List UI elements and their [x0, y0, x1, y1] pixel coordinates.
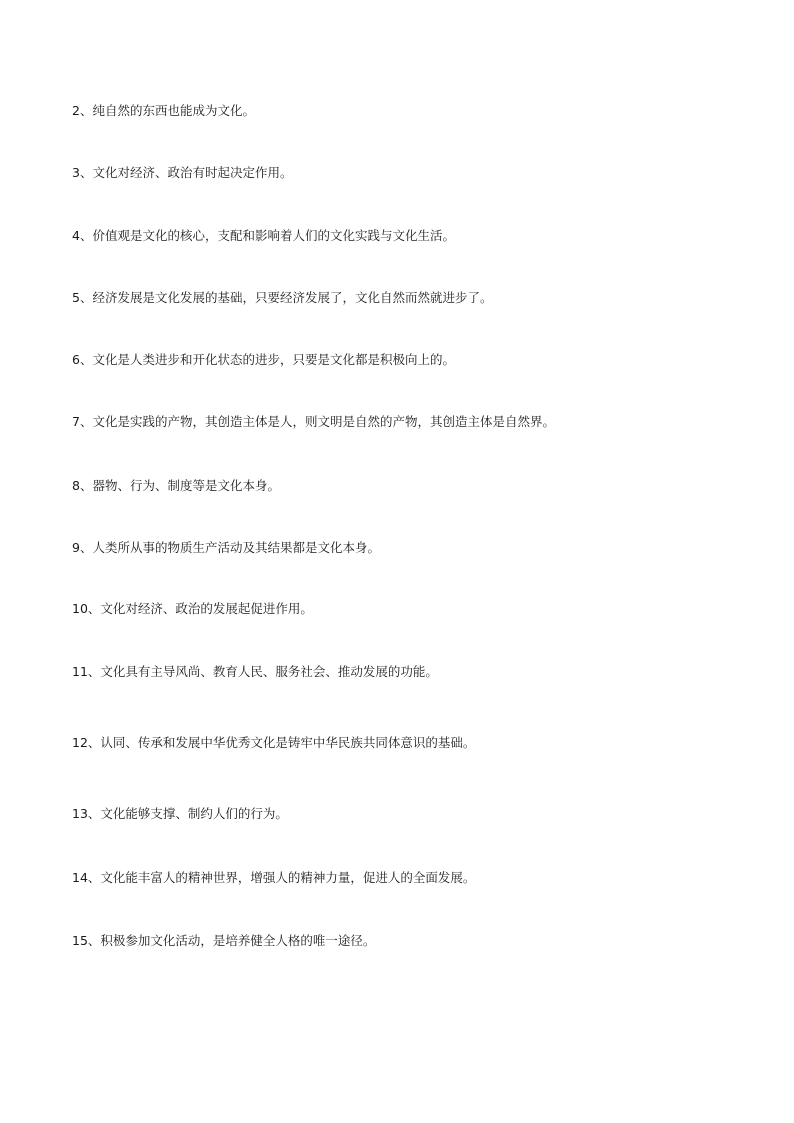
- statement-7: 7、文化是实践的产物，其创造主体是人，则文明是自然的产物，其创造主体是自然界。: [72, 414, 555, 429]
- statement-9: 9、人类所从事的物质生产活动及其结果都是文化本身。: [72, 540, 380, 555]
- statement-8: 8、器物、行为、制度等是文化本身。: [72, 478, 280, 493]
- statement-2: 2、纯自然的东西也能成为文化。: [72, 103, 255, 118]
- statement-6: 6、文化是人类进步和开化状态的进步，只要是文化都是积极向上的。: [72, 352, 455, 367]
- statement-14: 14、文化能丰富人的精神世界，增强人的精神力量，促进人的全面发展。: [72, 870, 476, 885]
- statement-12: 12、认同、传承和发展中华优秀文化是铸牢中华民族共同体意识的基础。: [72, 735, 476, 750]
- statement-4: 4、价值观是文化的核心，支配和影响着人们的文化实践与文化生活。: [72, 228, 455, 243]
- statement-11: 11、文化具有主导风尚、教育人民、服务社会、推动发展的功能。: [72, 664, 438, 679]
- statement-15: 15、积极参加文化活动，是培养健全人格的唯一途径。: [72, 933, 376, 948]
- statement-10: 10、文化对经济、政治的发展起促进作用。: [72, 601, 313, 616]
- statement-3: 3、文化对经济、政治有时起决定作用。: [72, 165, 293, 180]
- statement-5: 5、经济发展是文化发展的基础，只要经济发展了，文化自然而然就进步了。: [72, 290, 493, 305]
- statement-13: 13、文化能够支撑、制约人们的行为。: [72, 806, 288, 821]
